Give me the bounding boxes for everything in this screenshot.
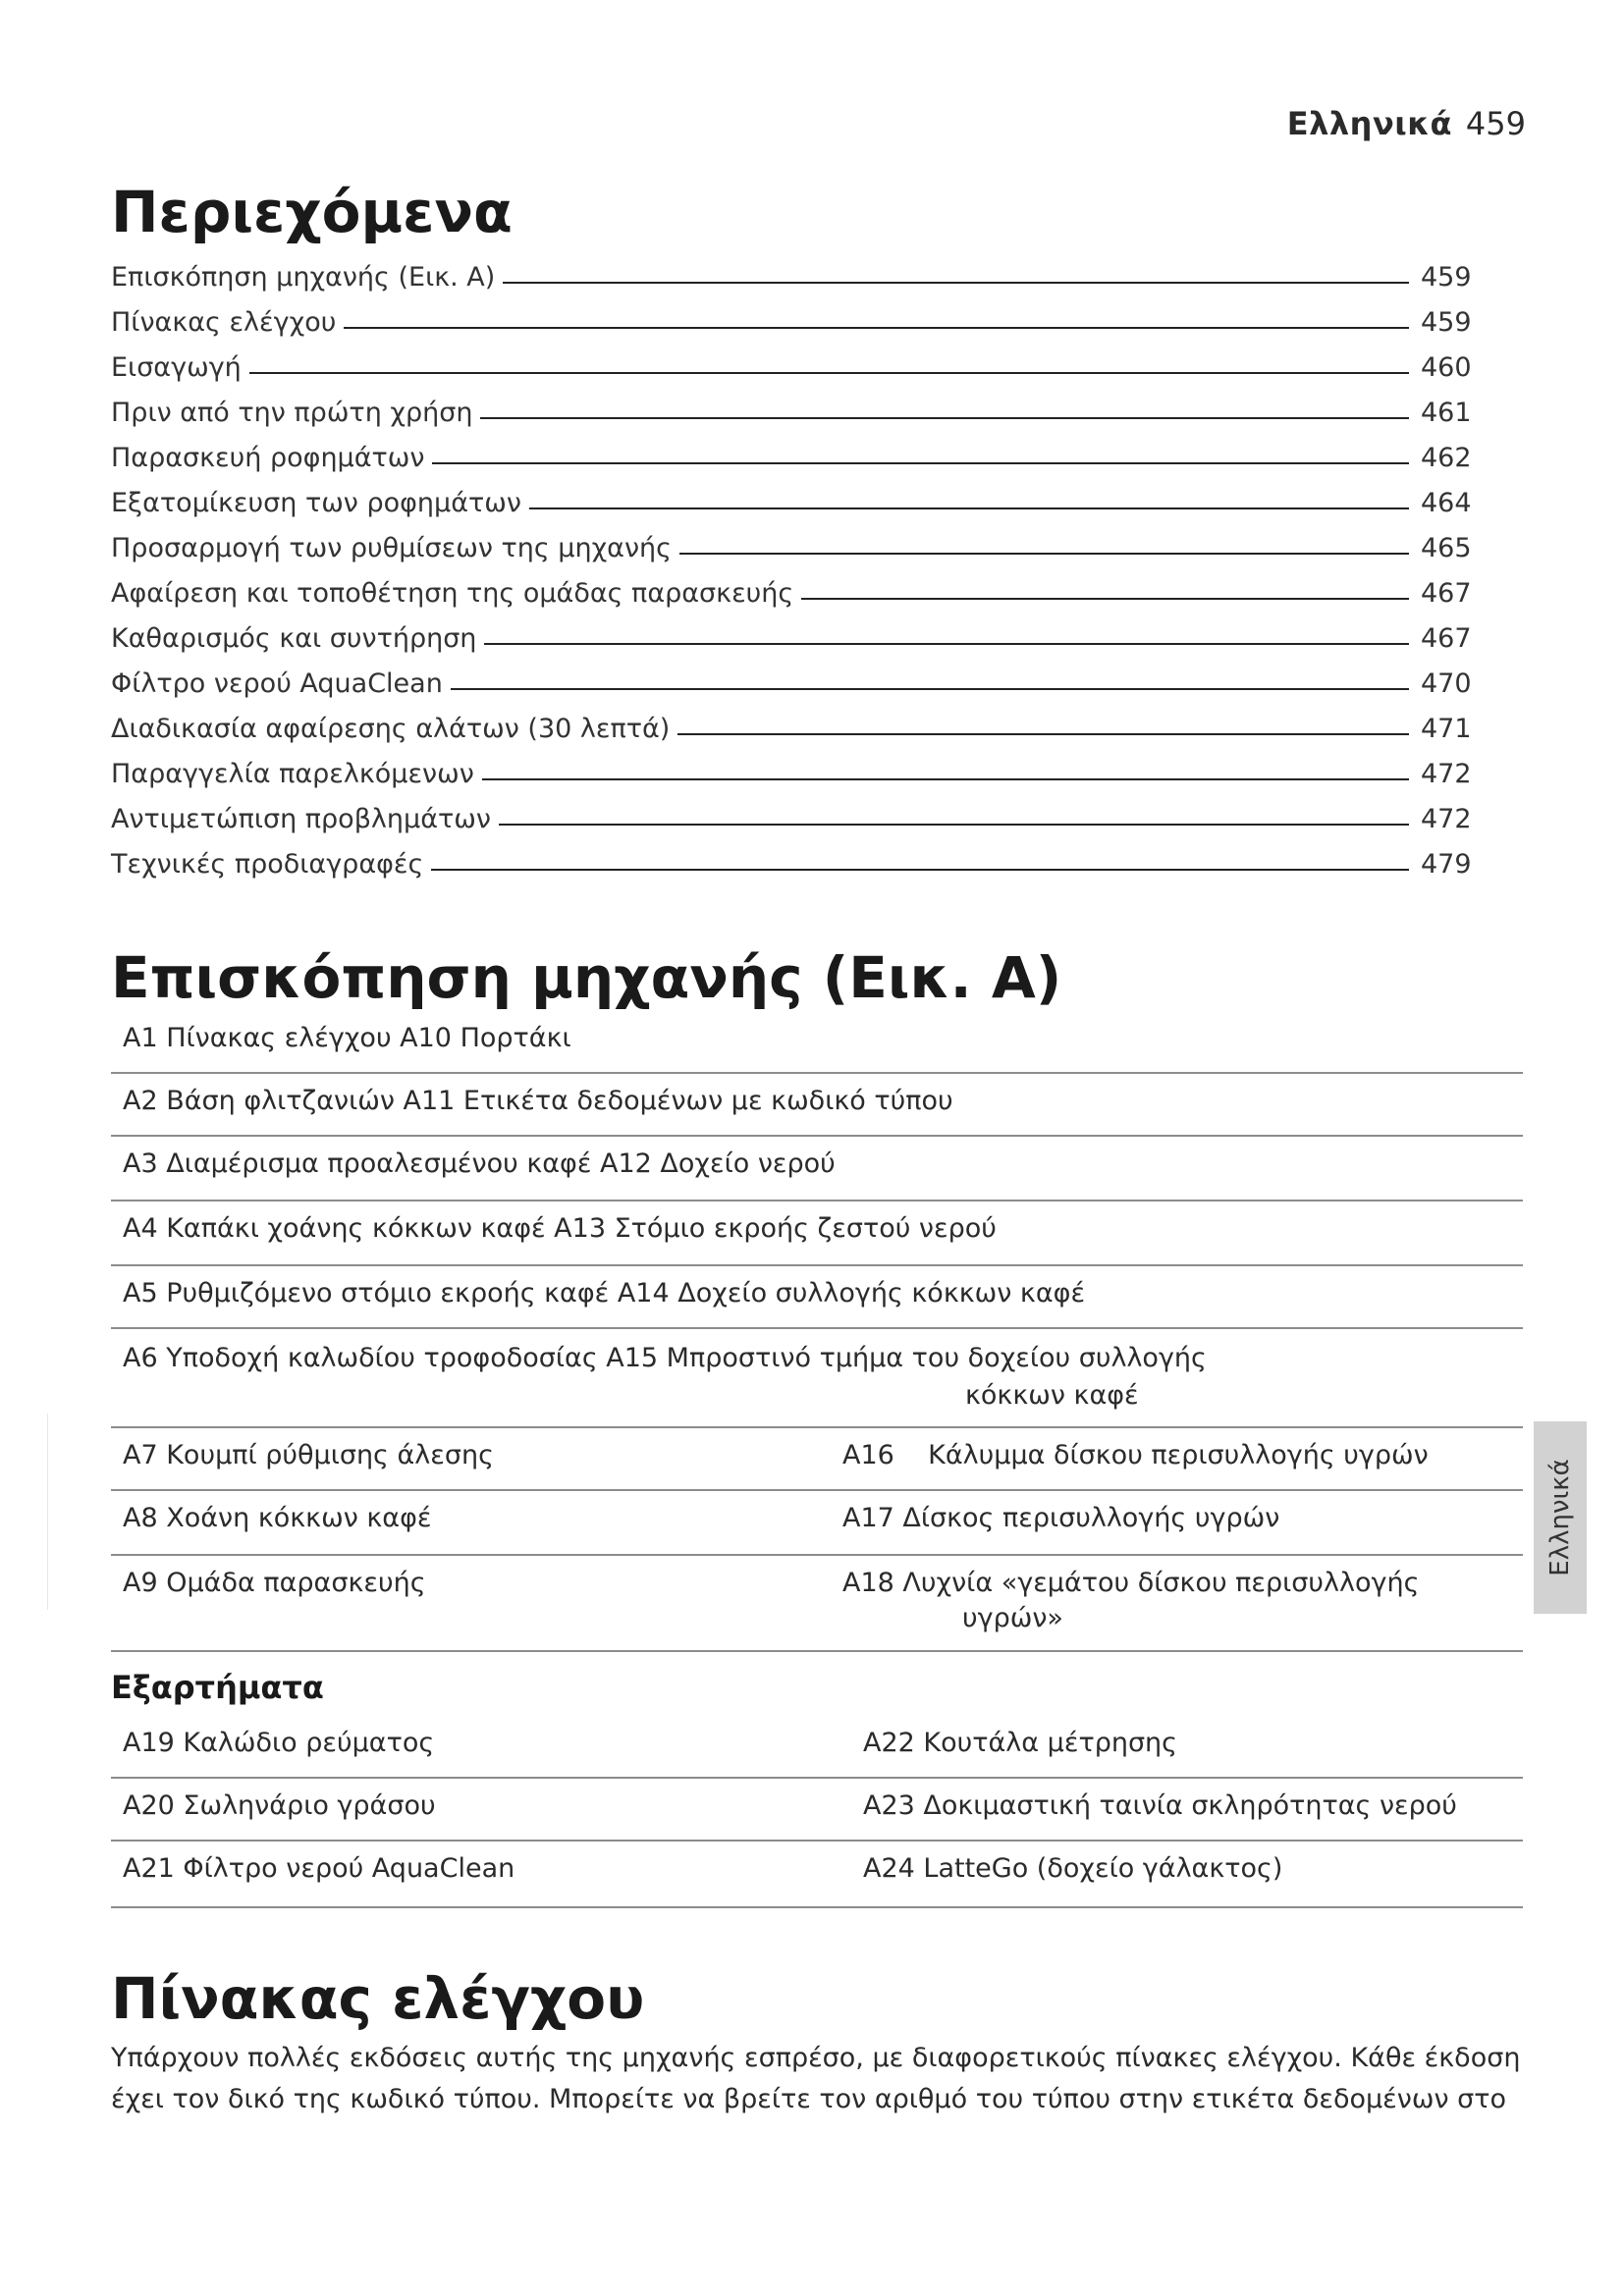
toc-entry-page: 462 [1421,443,1472,473]
overview-row-text: A1 Πίνακας ελέγχου A10 Πορτάκι [123,1023,571,1053]
toc-entry[interactable] [111,563,1476,609]
toc-entry-page: 472 [1421,759,1472,789]
overview-row [111,1491,1523,1556]
toc-leader [484,643,1409,645]
toc-entry-page: 465 [1421,533,1472,563]
toc-leader [801,598,1409,600]
overview-row [111,1011,1523,1074]
toc-entry-page: 479 [1421,849,1472,880]
toc-leader [431,869,1409,871]
accessories-cell-left: A21 Φίλτρο νερού AquaClean [123,1853,515,1884]
toc-entry-page: 460 [1421,352,1472,383]
overview-cell-left: A9 Ομάδα παρασκευής [123,1568,426,1598]
toc-entry-title: Προσαρμογή των ρυθμίσεων της μηχανής [111,533,673,563]
toc-leader [529,507,1409,509]
toc-entry[interactable] [111,744,1476,789]
toc-entry-title: Καθαρισμός και συντήρηση [111,623,477,654]
toc-leader [451,688,1409,690]
toc-entry-page: 467 [1421,578,1472,609]
toc-entry-title: Πίνακας ελέγχου [111,307,337,338]
accessories-table [111,1716,1523,1908]
toc-leader [503,282,1409,284]
toc-entry-page: 459 [1421,262,1472,293]
toc-leader [344,327,1409,329]
overview-cell-left: A8 Χοάνη κόκκων καφέ [123,1503,432,1533]
control-panel-paragraph [111,2038,1521,2120]
toc-entry[interactable] [111,789,1476,834]
header-language: Ελληνικά [1286,105,1452,142]
toc-entry[interactable] [111,473,1476,518]
toc-entry-page: 472 [1421,804,1472,834]
overview-row-text: A2 Βάση φλιτζανιών A11 Ετικέτα δεδομένων με κωδικό τύπου [123,1086,953,1116]
page-header [1287,98,1526,149]
control-panel-title: Πίνακας ελέγχου [111,1965,645,2032]
overview-row-continuation: κόκκων καφέ [965,1380,1139,1411]
toc-entry[interactable] [111,428,1476,473]
overview-row [111,1201,1523,1266]
overview-row-text: A5 Ρυθμιζόμενο στόμιο εκροής καφέ A14 Δοχείο συλλογής κόκκων καφέ [123,1278,1086,1308]
accessories-cell-right: A24 LatteGo (δοχείο γάλακτος) [863,1853,1283,1884]
toc-entry-title: Πριν από την πρώτη χρήση [111,398,473,428]
accessories-row [111,1779,1523,1842]
toc-entry-title: Παραγγελία παρελκόμενων [111,759,474,789]
accessories-cell-left: A20 Σωληνάριο γράσου [123,1790,436,1821]
toc-leader [432,462,1409,464]
language-side-tab [1534,1421,1587,1614]
toc-leader [679,553,1409,555]
toc-entry-title: Εισαγωγή [111,352,242,383]
overview-row [111,1074,1523,1137]
toc-entry-title: Επισκόπηση μηχανής (Εικ. A) [111,262,496,293]
overview-row [111,1329,1523,1428]
toc-entry[interactable] [111,699,1476,744]
toc-leader [480,417,1409,419]
overview-row [111,1556,1523,1652]
accessories-title: Εξαρτήματα [111,1669,324,1706]
toc-entry-title: Παρασκευή ροφημάτων [111,443,425,473]
overview-title: Επισκόπηση μηχανής (Εικ. A) [111,944,1062,1011]
overview-row [111,1266,1523,1329]
overview-cell-right: A16 Κάλυμμα δίσκου περισυλλογής υγρών [842,1440,1429,1470]
overview-row-text: A3 Διαμέρισμα προαλεσμένου καφέ A12 Δοχείο νερού [123,1148,836,1179]
toc-entry[interactable] [111,247,1476,293]
toc-entry[interactable] [111,518,1476,563]
accessories-cell-right: A22 Κουτάλα μέτρησης [863,1728,1178,1758]
toc-entry-title: Φίλτρο νερού AquaClean [111,668,443,699]
toc-entry[interactable] [111,834,1476,880]
toc-leader [499,824,1409,826]
page-number: 459 [1465,105,1526,142]
toc-entry-title: Τεχνικές προδιαγραφές [111,849,424,880]
toc-leader [249,372,1409,374]
toc-entry-page: 467 [1421,623,1472,654]
overview-row-text: A4 Καπάκι χοάνης κόκκων καφέ A13 Στόμιο εκροής ζεστού νερού [123,1213,997,1244]
overview-cell-right-continuation: υγρών» [962,1603,1063,1633]
toc-entry[interactable] [111,293,1476,338]
table-of-contents [111,247,1476,880]
side-tab-label: Ελληνικά [1545,1459,1575,1576]
toc-leader [482,778,1409,780]
overview-cell-left: A7 Κουμπί ρύθμισης άλεσης [123,1440,494,1470]
machine-overview-table [111,1011,1523,1652]
paragraph-line: Υπάρχουν πολλές εκδόσεις αυτής της μηχανής εσπρέσο, με διαφορετικούς πίνακες ελέγχου. Κάθε έκδοση [111,2043,1521,2073]
accessories-cell-right: A23 Δοκιμαστική ταινία σκληρότητας νερού [863,1790,1457,1821]
paragraph-line: έχει τον δικό της κωδικό τύπου. Μπορείτε να βρείτε τον αριθμό του τύπου στην ετικέτα δεδομένων στο [111,2084,1506,2114]
toc-leader [677,733,1409,735]
toc-entry[interactable] [111,338,1476,383]
toc-entry-title: Εξατομίκευση των ροφημάτων [111,488,521,518]
toc-entry-page: 471 [1421,714,1472,744]
overview-row [111,1428,1523,1491]
overview-row-text: A6 Υποδοχή καλωδίου τροφοδοσίας A15 Μπροστινό τμήμα του δοχείου συλλογής [123,1343,1207,1373]
toc-entry[interactable] [111,609,1476,654]
toc-entry-page: 461 [1421,398,1472,428]
overview-row [111,1137,1523,1201]
accessories-row [111,1716,1523,1779]
toc-entry-title: Διαδικασία αφαίρεσης αλάτων (30 λεπτά) [111,714,671,744]
overview-cell-right: A18 Λυχνία «γεμάτου δίσκου περισυλλογής [842,1568,1420,1598]
toc-entry[interactable] [111,383,1476,428]
toc-entry-title: Αντιμετώπιση προβλημάτων [111,804,491,834]
toc-entry-page: 464 [1421,488,1472,518]
toc-entry[interactable] [111,654,1476,699]
toc-entry-title: Αφαίρεση και τοποθέτηση της ομάδας παρασκευής [111,578,794,609]
accessories-cell-left: A19 Καλώδιο ρεύματος [123,1728,435,1758]
toc-title: Περιεχόμενα [111,179,513,245]
margin-line [47,1414,48,1610]
overview-cell-right: A17 Δίσκος περισυλλογής υγρών [842,1503,1280,1533]
toc-entry-page: 470 [1421,668,1472,699]
toc-entry-page: 459 [1421,307,1472,338]
accessories-row [111,1842,1523,1908]
